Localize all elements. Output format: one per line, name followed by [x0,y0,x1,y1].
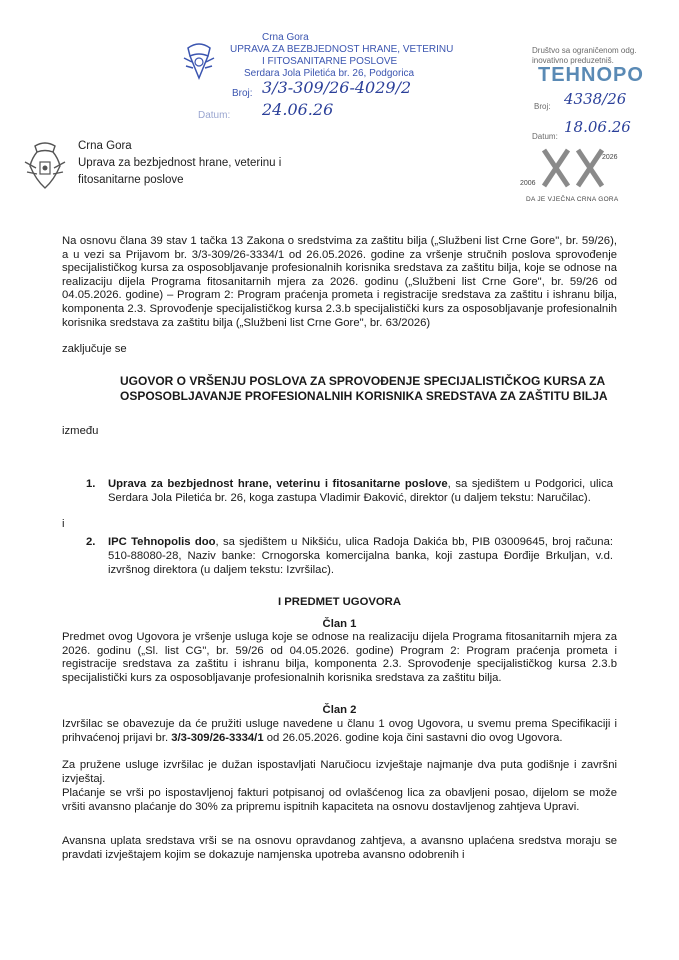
stamp-line: UPRAVA ZA BEZBJEDNOST HRANE, VETERINU [230,44,454,55]
party-2-number: 2. [86,536,96,548]
clan-2-paragraph-4: Avansna uplata sredstava vrši se na osnovu opravdanog zahtjeva, a avansno uplaćena sredstva moraju se pravdati izvještajem kojim se dokazuje namjenska upotreba avansno odobrenih i [62,835,617,861]
clan-1-heading: Član 1 [322,618,357,630]
stamp-date-label: Datum: [532,132,558,141]
institution-header [78,138,281,189]
party-1-number: 1. [86,478,96,490]
clan-2-text: Izvršilac se obavezuje da će pružiti usluge navedene u članu 1 ovog Ugovora, u svemu prema Specifikaciji i prihvaćenoj prijavi br. [62,718,617,744]
clan-1-text: Predmet ovog Ugovora je vršenje usluga koje se odnose na realizaciju dijela Programa fitosanitarnih mjera za 2026. godinu („Sl. list CG", br. 59/26 od 04.05.2026. godine) Program 2: Program praćenja prometa i registracije sredstava za zaštitu i ishranu bilja, komponenta 2.3. Sprovođenje specijalističkog kursa 2.3.b specijalistički kurs za osposobljavanje profesionalnih korisnika sredstava za zaštitu bilja. [62,631,617,684]
stamp-number-label: Broj: [534,102,551,111]
stamp-number-value: 4338/26 [564,90,627,108]
party-2-details: , sa sjedištem u Nikšiću, ulica Radoja Dakića bb, PIB 03009645, broj računa: 510-88080-28, Naziv banke: Crnogorska komercijalna banka, koji zastupa Đorđije Brkuljan, v.d. izvršnog direktora (u daljem tekstu: Izvršilac). [108,536,614,576]
and-text: i [62,518,65,530]
party-2-name: IPC Tehnopolis doo [108,536,216,548]
party-1-name: Uprava za bezbjednost hrane, veterinu i fitosanitarne poslove [108,478,448,490]
stamp-line: inovativno preduzetniš. [532,56,614,65]
jubilee-year-end: 2026 [602,154,618,161]
tehnopolis-stamp [528,42,663,142]
section-heading: I PREDMET UGOVORA [277,596,402,608]
coat-of-arms-icon [180,38,218,82]
xx-logo-icon [538,146,608,190]
clan-2-paragraph-1 [62,718,617,745]
clan-2-text: od 26.05.2026. godine koja čini sastavni dio ovog Ugovora. [263,731,563,744]
received-stamp [178,30,454,130]
jubilee-logo [520,146,630,216]
stamp-line: I FITOSANITARNE POSLOVE [262,56,398,67]
application-number: 3/3-309/26-3334/1 [171,731,264,744]
stamp-date-value: 18.06.26 [564,118,631,136]
coat-of-arms-icon [22,140,68,192]
stamp-line: Crna Gora [262,32,309,43]
clan-2-heading: Član 2 [322,704,357,716]
jubilee-year-start: 2006 [520,180,536,187]
stamp-number-label: Broj: [232,88,253,99]
party-2 [86,535,614,577]
header-country: Crna Gora [78,140,132,152]
contract-title: UGOVOR O VRŠENJU POSLOVA ZA SPROVOĐENJE SPECIJALISTIČKOG KURSA ZA OSPOSOBLJAVANJE PROFESIONALNIH KORISNIKA SREDSTAVA ZA ZAŠTITU BILJA [120,374,608,403]
header-institution-cont: fitosanitarne poslove [78,174,184,186]
header-institution: Uprava za bezbjednost hrane, veterinu i [78,157,282,169]
stamp-date-label: Datum: [198,110,231,121]
stamp-date-value: 24.06.26 [262,100,334,119]
between-text: između [62,425,99,437]
intro-paragraph: Na osnovu člana 39 stav 1 tačka 13 Zakona o sredstvima za zaštitu bilja („Službeni list Crne Gore", br. 59/26), a u vezi sa Prijavom br. 3/3-309/26-3334/1 od 26.05.2026. godine za vršenje stručnih poslova sprovođenje specijalističkog kursa za osposobljavanje profesionalnih korisnika sredstava za zaštitu bilja, koje se odnose na realizaciju dijela Programa fitosanitarnih mjera za 2026. godinu („Službeni list Crne Gore", br. 59/26 od 04.05.2026. godine) – Program 2: Program praćenja prometa i registracije sredstava za zaštitu i ishranu bilja, komponenta 2.3. Sprovođenje specijalističkog kursa 2.3.b specijalistički kurs za osposobljavanje profesionalnih korisnika sredstava za zaštitu bilja („Službeni list Crne Gore", br. 63/2026) [62,235,617,329]
tehnopolis-logo: TEHNOPO [538,64,644,86]
jubilee-caption: DA JE VJEČNA CRNA GORA [526,196,619,203]
clan-2-paragraph-3: Plaćanje se vrši po ispostavljenoj fakturi potpisanoj od ovlašćenog lica za obavljeni posao, dijelom se može vršiti avansno plaćanje do 30% za pripremu ispitnih kapaciteta na osnovu dostavljenog zahtjeva Upravi. [62,787,617,813]
concludes-text: zaključuje se [62,343,127,355]
stamp-line: Serdara Jola Piletića br. 26, Podgorica [244,68,415,79]
party-1-details: , sa sjedištem u Podgorici, ulica Serdara Jola Piletića br. 26, koga zastupa Vladimir Đaković, direktor (u daljem tekstu: Naručilac). [108,478,613,504]
stamp-line: Društvo sa ograničenom odg. [532,46,637,55]
party-1 [86,477,613,505]
stamp-number-value: 3/3-309/26-4029/2 [262,78,412,97]
clan-2-paragraph-2: Za pružene usluge izvršilac je dužan ispostavljati Naručiocu izvještaje najmanje dva puta godišnje i završni izvještaj. [62,759,617,785]
